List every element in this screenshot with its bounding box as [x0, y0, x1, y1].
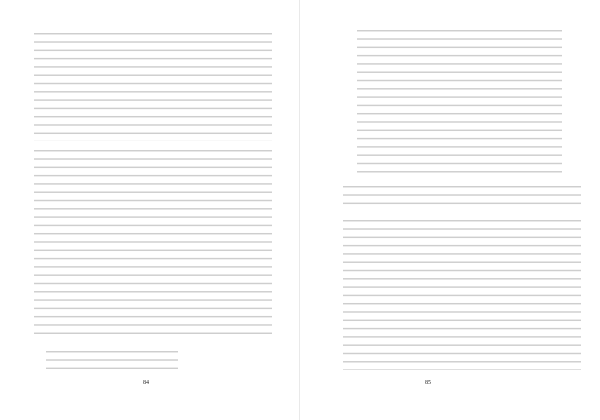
page-number-left: 84	[143, 380, 149, 386]
right-page	[300, 0, 600, 420]
prose-block-3	[343, 186, 581, 209]
verse-stanza	[357, 30, 562, 176]
verse-block-start	[46, 351, 178, 369]
prose-block-2	[34, 150, 272, 340]
page-number-right: 85	[425, 380, 431, 386]
prose-block-1	[34, 33, 272, 141]
prose-block-4	[343, 220, 581, 370]
